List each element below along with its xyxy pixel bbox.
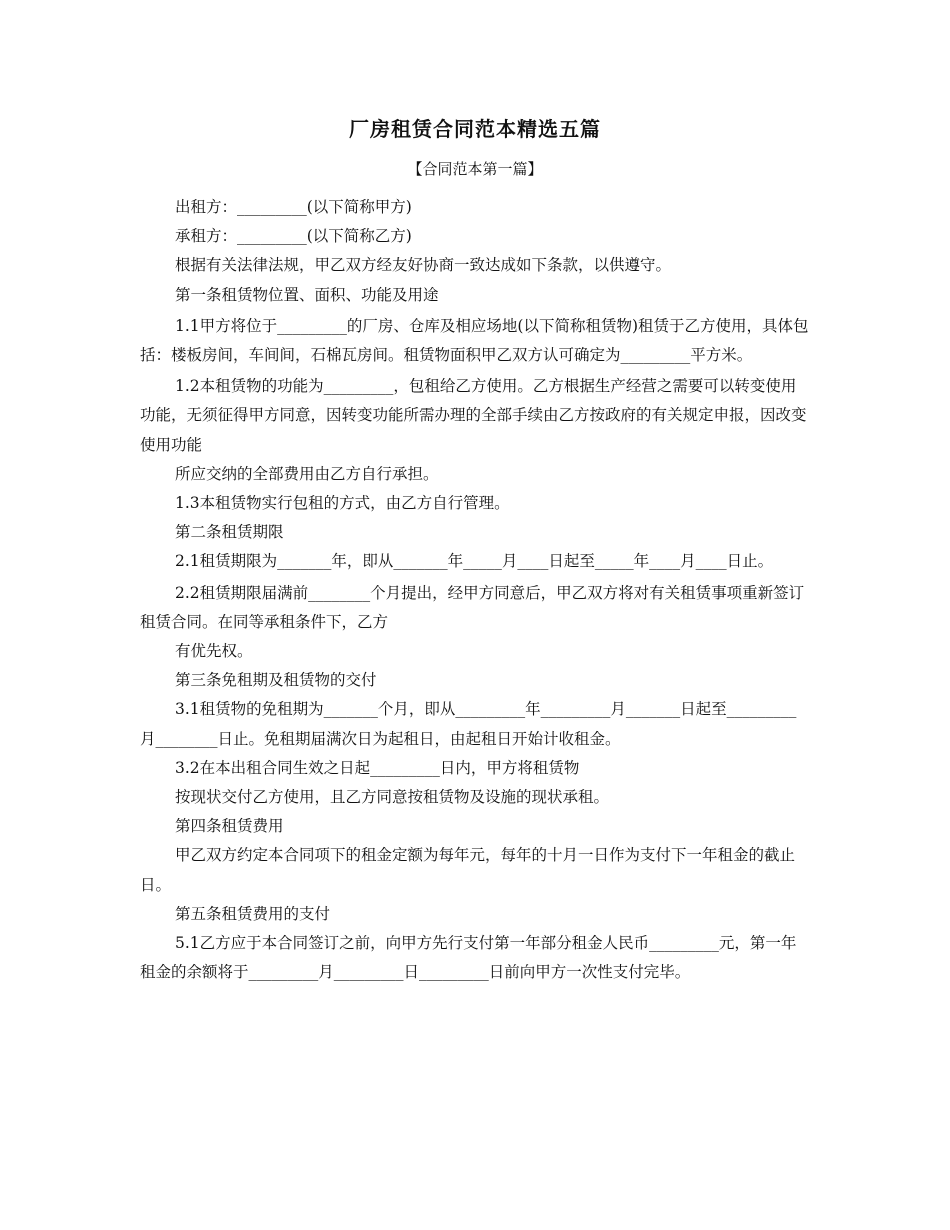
paragraph-3-2-cont: 按现状交付乙方使用，且乙方同意按租赁物及设施的现状承租。 — [175, 788, 610, 807]
heading-article-5: 第五条租赁费用的支付 — [175, 904, 331, 923]
heading-article-3: 第三条免租期及租赁物的交付 — [175, 671, 377, 690]
paragraph-3-2: 3.2在本出租合同生效之日起_________日内，甲方将租赁物 — [175, 758, 580, 777]
paragraph-3-1: 3.1租赁物的免租期为_______个月，即从_________年_________月_______日起至_________月________日止。免租期届满次日为起租日，由起租日开始计收租金。 — [140, 700, 797, 748]
paragraph-4: 甲乙双方约定本合同项下的租金定额为每年元，每年的十月一日作为支付下一年租金的截止日。 — [140, 846, 796, 894]
paragraph-lessee: 承租方：_________(以下简称乙方) — [175, 227, 412, 246]
paragraph-5-1: 5.1乙方应于本合同签订之前，向甲方先行支付第一年部分租金人民币_________元，第一年租金的余额将于_________月_________日_________日前向甲方一次性支付完毕。 — [140, 934, 797, 982]
paragraph-1-1: 1.1甲方将位于_________的厂房、仓库及相应场地(以下简称租赁物)租赁于乙方使用，具体包括：楼板房间，车间间，石棉瓦房间。租赁物面积甲乙双方认可确定为_________平方米。 — [140, 316, 809, 365]
paragraph-1-2: 1.2本租赁物的功能为_________，包租给乙方使用。乙方根据生产经营之需要可以转变使用功能，无须征得甲方同意，因转变功能所需办理的全部手续由乙方按政府的有关规定申报，因改变使用功能 — [140, 377, 807, 454]
document-body — [140, 193, 810, 987]
paragraph-1-3: 1.3本租赁物实行包租的方式，由乙方自行管理。 — [175, 494, 510, 513]
paragraph-2-2: 2.2租赁期限届满前________个月提出，经甲方同意后，甲乙双方将对有关租赁事项重新签订租赁合同。在同等承租条件下，乙方 — [140, 583, 805, 631]
paragraph-preamble: 根据有关法律法规，甲乙双方经友好协商一致达成如下条款，以供遵守。 — [175, 256, 672, 275]
document-title: 厂房租赁合同范本精选五篇 — [349, 117, 601, 141]
paragraph-2-1: 2.1租赁期限为_______年，即从_______年_____月____日起至_____年____月____日止。 — [175, 552, 774, 571]
paragraph-2-2-cont: 有优先权。 — [175, 642, 253, 661]
heading-article-2: 第二条租赁期限 — [175, 523, 284, 542]
heading-article-1: 第一条租赁物位置、面积、功能及用途 — [175, 285, 439, 304]
paragraph-lessor: 出租方：_________(以下简称甲方) — [175, 198, 412, 216]
paragraph-1-2-cont: 所应交纳的全部费用由乙方自行承担。 — [175, 464, 439, 483]
heading-article-4: 第四条租赁费用 — [175, 817, 284, 836]
document-subtitle: 【合同范本第一篇】 — [407, 160, 543, 178]
